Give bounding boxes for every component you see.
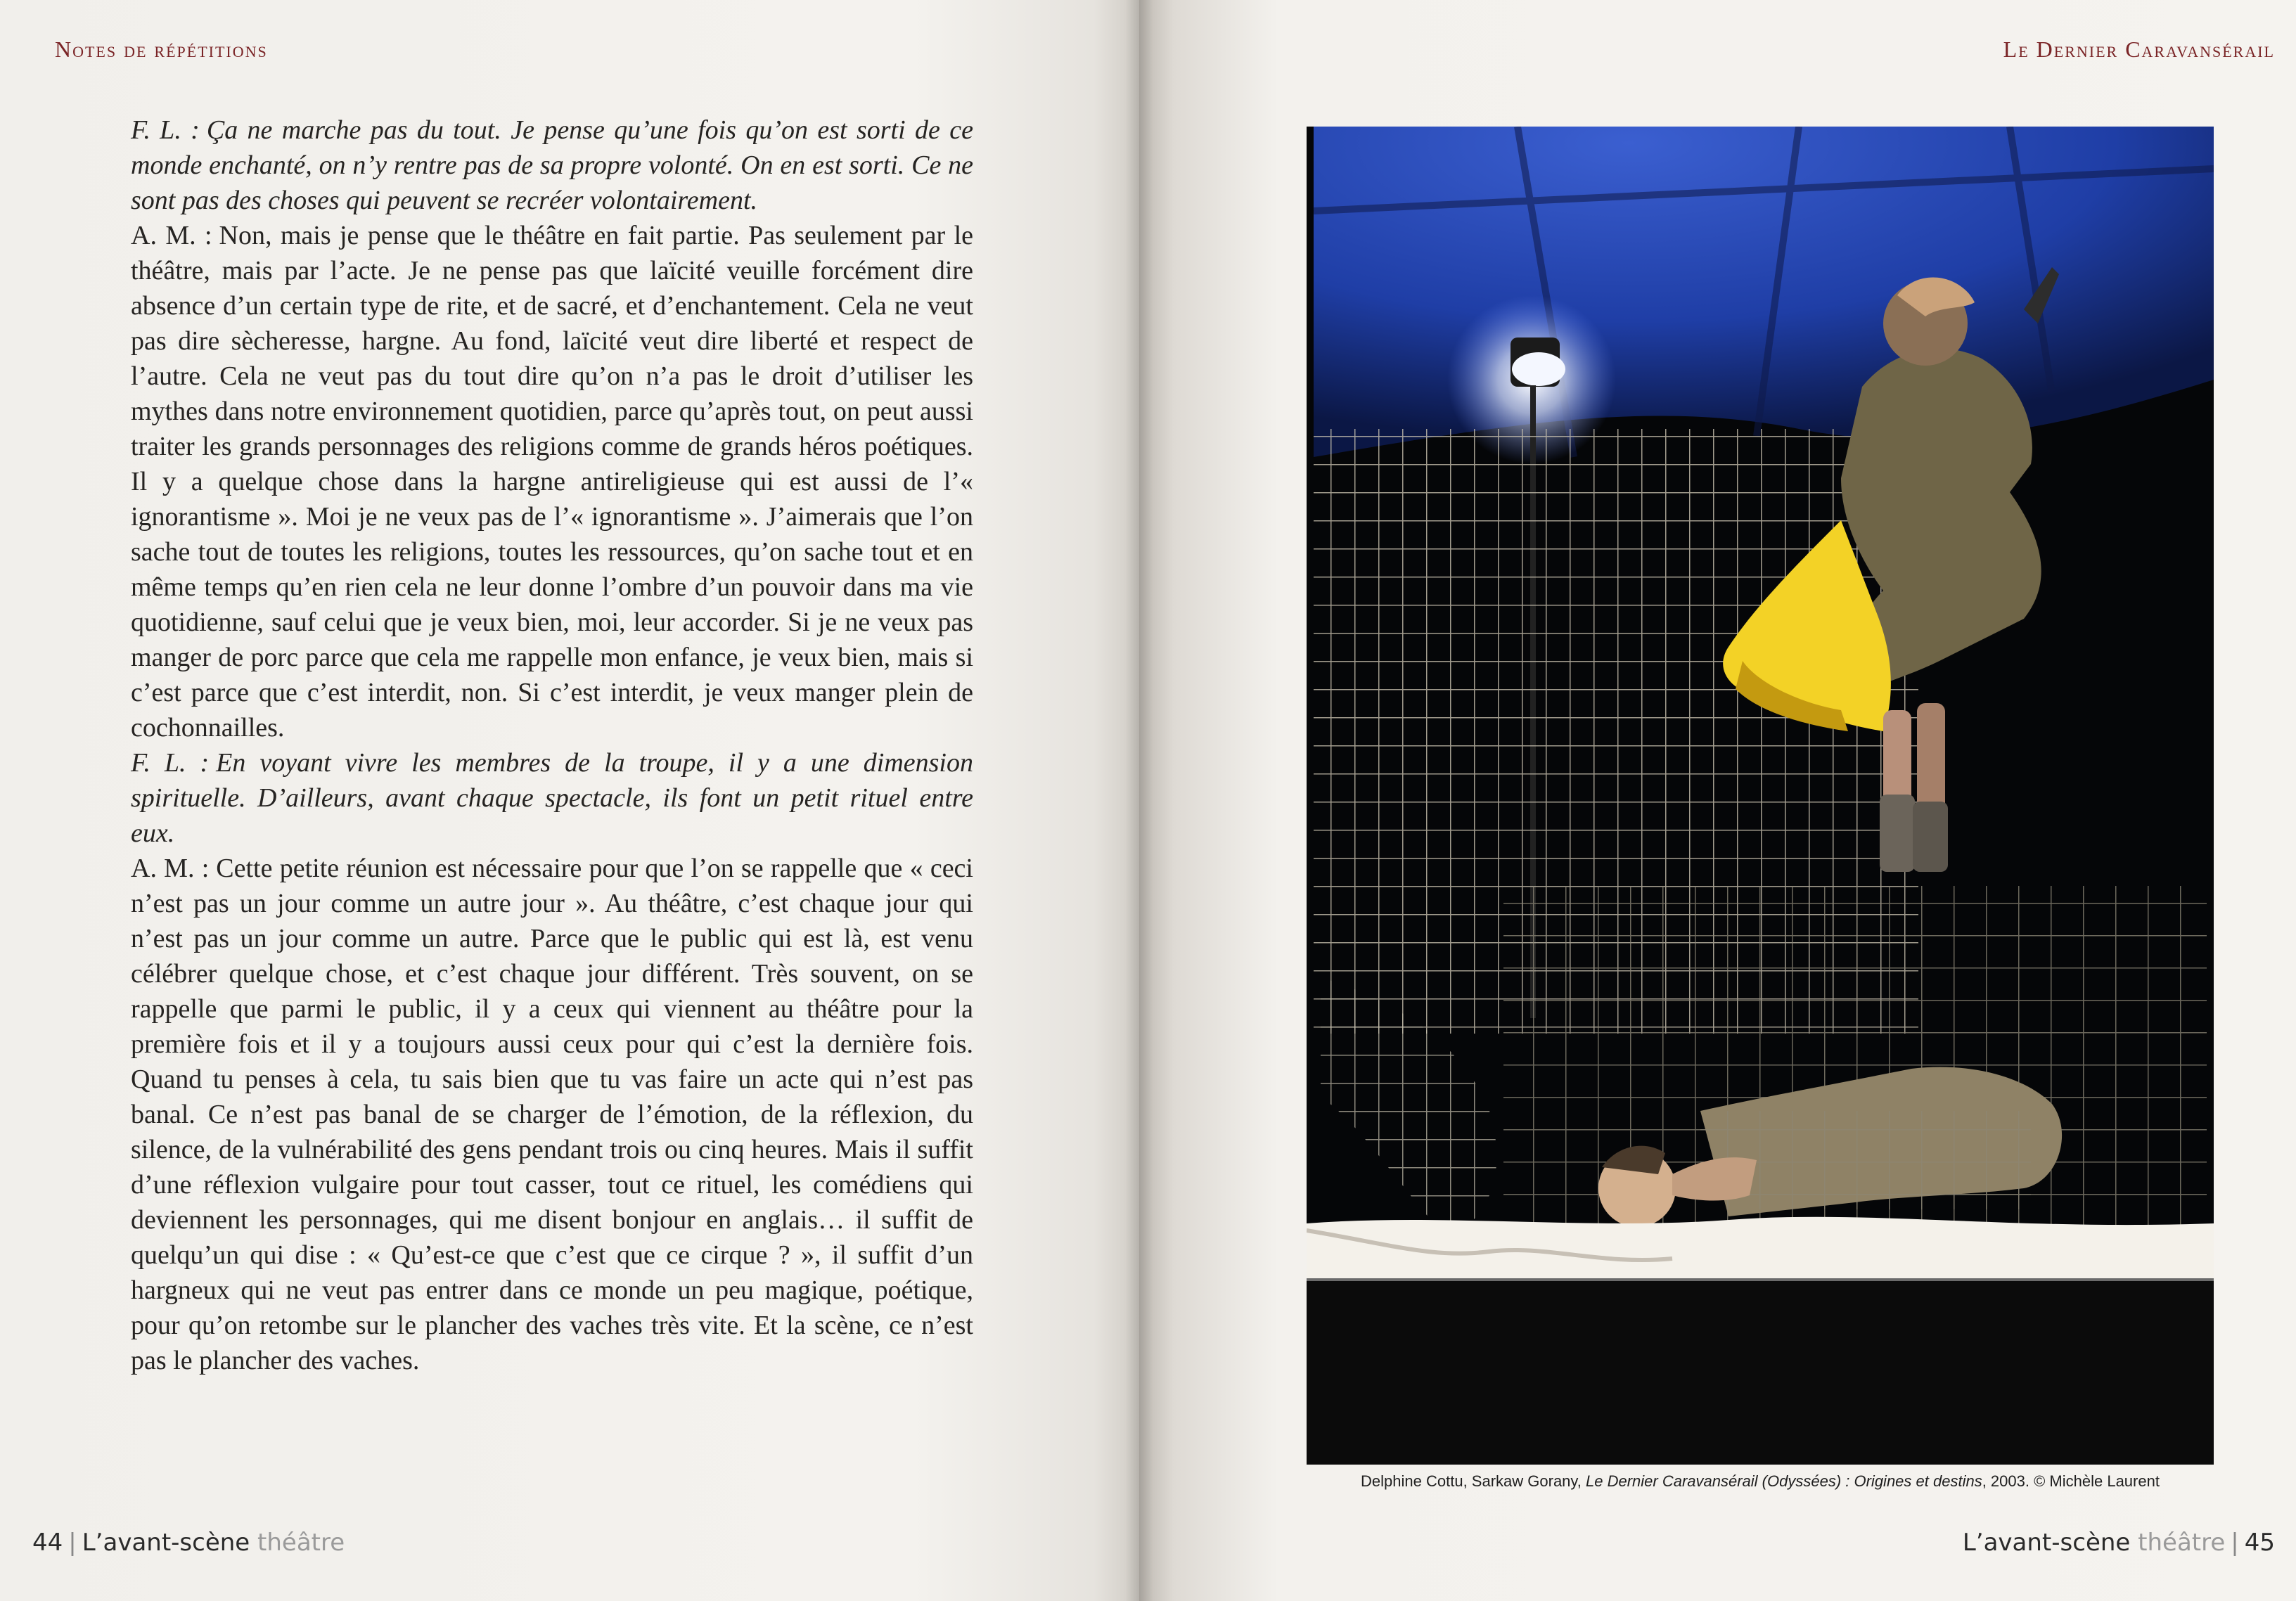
speaker-label: F. L. :	[131, 115, 200, 145]
speaker-label: A. M. :	[131, 854, 210, 883]
publication-name-light: théâtre	[2138, 1529, 2226, 1557]
page-number: 44	[32, 1529, 63, 1557]
paragraph-fl-1	[131, 112, 973, 218]
paragraph-am-2	[131, 851, 973, 1378]
paragraph-am-1	[131, 218, 973, 745]
publication-name: L’avant-scène	[82, 1529, 250, 1557]
stage-photo	[1307, 127, 2214, 1465]
paragraph-text: Ça ne marche pas du tout. Je pense qu’une fois qu’on est sorti de ce monde enchanté, on n’y rentre pas de sa propre volonté. On en est sorti. Ce ne sont pas des choses qui peuvent se recréer volontairement.	[131, 115, 973, 215]
interview-text	[131, 112, 973, 1378]
paragraph-fl-2	[131, 745, 973, 851]
paragraph-text: En voyant vivre les membres de la troupe, il y a une dimension spirituelle. D’ailleurs, avant chaque spectacle, ils font un petit rituel entre eux.	[131, 748, 973, 848]
publication-name-light: théâtre	[257, 1529, 345, 1557]
folio-right	[1963, 1529, 2275, 1557]
running-head-right: Le Dernier Caravansérail	[2003, 37, 2275, 62]
caption-suffix: , 2003. © Michèle Laurent	[1982, 1472, 2160, 1490]
caption-credits: Delphine Cottu, Sarkaw Gorany,	[1361, 1472, 1586, 1490]
speaker-label: F. L. :	[131, 748, 210, 778]
publication-name: L’avant-scène	[1962, 1529, 2131, 1557]
stage-photo-illustration	[1307, 127, 2214, 1465]
speaker-label: A. M. :	[131, 221, 212, 250]
photo-caption	[1321, 1472, 2200, 1491]
running-head-left: Notes de répétitions	[55, 37, 268, 62]
paragraph-text: Cette petite réunion est nécessaire pour que l’on se rappelle que « ceci n’est pas un jour comme un autre jour ». Au théâtre, c’est chaque jour qui n’est pas un jour comme un autre. Parce que le public qui est là, est venu célébrer quelque chose, et c’est chaque jour différent. Très souvent, on se rappelle que parmi le public, il y a ceux qui viennent au théâtre pour la première fois et il y a toujours aussi ceux pour qui c’est la dernière fois. Quand tu penses à cela, tu sais bien que tu vas faire un acte qui n’est pas banal. Ce n’est pas banal de se charger de l’émotion, de la réflexion, du silence, de la vulnérabilité des gens pendant trois ou cinq heures. Mais il suffit d’une réflexion vulgaire pour tout casser, tout ce rituel, les comédiens qui deviennent les personnages, qui me disent bonjour en anglais… il suffit de quelqu’un qui dise : « Qu’est-ce que c’est que ce cirque ? », il suffit d’un hargneux qui ne veut pas entrer dans ce monde un peu magique, poétique, pour qu’on retombe sur le plancher des vaches très vite. Et la scène, ce n’est pas le plancher des vaches.	[131, 854, 973, 1375]
folio-left	[32, 1529, 345, 1557]
caption-title: Le Dernier Caravansérail (Odyssées) : Origines et destins	[1586, 1472, 1982, 1490]
folio-separator: |	[2231, 1529, 2239, 1557]
book-gutter	[1125, 0, 1153, 1601]
paragraph-text: Non, mais je pense que le théâtre en fait partie. Pas seulement par le théâtre, mais par l’acte. Je ne pense pas que laïcité veuille forcément dire absence d’un certain type de rite, et de sacré, et d’enchantement. Cela ne veut pas dire sècheresse, hargne. Au fond, laïcité veut dire liberté et respect de l’autre. Cela ne veut pas du tout dire qu’on n’a pas le droit d’utiliser les mythes dans notre environnement quotidien, parce qu’après tout, on peut aussi traiter les grands personnages des religions comme de grands héros poétiques. Il y a quelque chose dans la hargne antireligieuse qui est aussi de l’« ignorantisme ». Moi je ne veux pas de l’« ignorantisme ». J’aimerais que l’on sache tout de toutes les religions, toutes les ressources, qu’on sache tout et en même temps qu’en rien cela ne leur donne l’ombre d’un pouvoir dans ma vie quotidienne, sauf celui que je veux bien, moi, leur accorder. Si je ne veux pas manger de porc parce que cela me rappelle mon enfance, je veux bien, mais si c’est parce que c’est interdit, non. Si c’est interdit, je veux manger plein de cochonnailles.	[131, 221, 973, 742]
page-number: 45	[2244, 1529, 2275, 1557]
folio-separator: |	[68, 1529, 77, 1557]
left-page	[0, 0, 1139, 1601]
